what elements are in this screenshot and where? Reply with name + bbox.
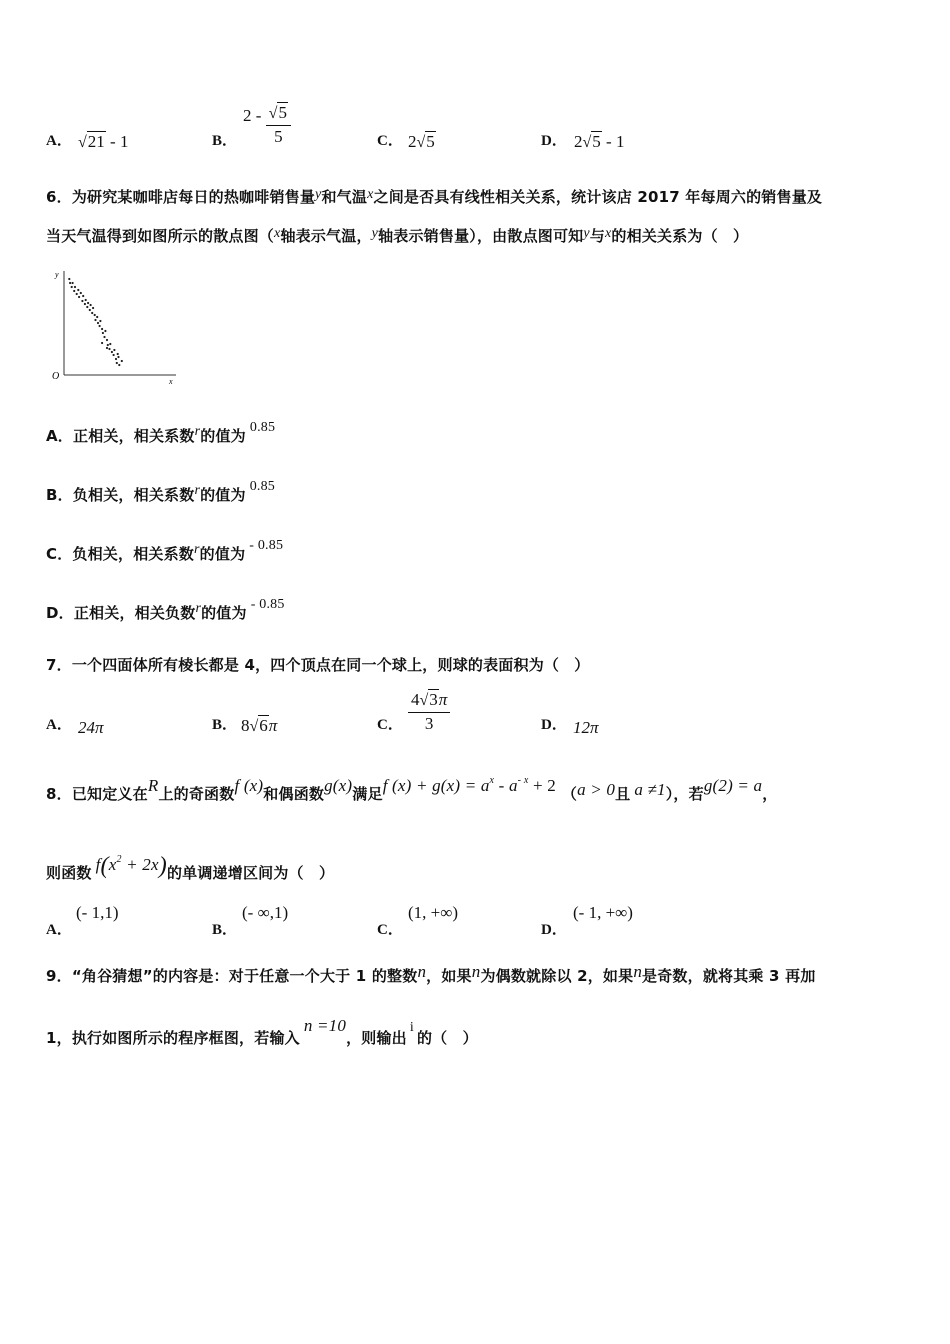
q5-option-a-value: √21 - 1: [78, 132, 129, 151]
q7-stem: 7．一个四面体所有棱长都是 4，四个顶点在同一个球上，则球的表面积为（ ）: [46, 656, 590, 674]
scatter-point: [96, 316, 98, 318]
scatter-point: [104, 330, 106, 332]
q8-option-a-value: (- 1,1): [76, 903, 119, 922]
q5-option-b-label: B．: [212, 133, 238, 149]
q8-option-c-label: C．: [377, 922, 403, 938]
origin-label: O: [52, 371, 60, 382]
scatter-point: [85, 299, 87, 301]
scatter-point: [87, 302, 89, 304]
scatter-point: [91, 312, 93, 314]
scatter-point: [109, 343, 111, 345]
q8-option-c-value: (1, +∞): [408, 903, 459, 922]
scatter-point: [99, 325, 101, 327]
scatter-point: [113, 354, 115, 356]
q5-option-b-value: 2 - $\frac{√5}{5}$: [243, 102, 291, 148]
q5-option-d-value: 2√5 - 1: [574, 132, 625, 151]
q5-option-c-label: C．: [377, 133, 403, 149]
scatter-point: [74, 286, 76, 288]
scatter-point: [86, 306, 88, 308]
scatter-point: [108, 348, 110, 350]
y-axis-label: y: [55, 270, 59, 279]
q8-option-b-label: B．: [212, 922, 238, 938]
scatter-point: [117, 353, 119, 355]
scatter-point: [76, 293, 78, 295]
q5-option-c-value: 2√5: [408, 132, 435, 151]
q7-option-a-label: A．: [46, 717, 72, 733]
scatter-points: [68, 278, 123, 366]
scatter-point: [121, 360, 123, 362]
scatter-point: [78, 296, 80, 298]
scatter-point: [73, 290, 75, 292]
scatter-point: [101, 342, 103, 344]
scatter-point: [115, 358, 117, 360]
scatter-point: [89, 309, 91, 311]
scatter-point: [106, 347, 108, 349]
scatter-point: [102, 332, 104, 334]
scatter-point: [80, 292, 82, 294]
scatter-plot: [48, 265, 183, 387]
scatter-point: [94, 319, 96, 321]
scatter-point: [107, 344, 109, 346]
q8-option-b-value: (- ∞,1): [242, 903, 289, 922]
q7-option-b-label: B．: [212, 717, 238, 733]
scatter-point: [106, 339, 108, 341]
q5-option-a-label: A．: [46, 133, 72, 149]
scatter-point: [97, 322, 99, 324]
scatter-point: [77, 289, 79, 291]
scatter-point: [84, 303, 86, 305]
q9-stem-line1: 9．“角谷猜想”的内容是：对于任意一个大于 1 的整数n，如果n为偶数就除以 2，如果n是奇数，就将其乘 3 再加: [46, 962, 816, 985]
scatter-point: [113, 349, 115, 351]
scatter-point: [111, 351, 113, 353]
q5-option-d-label: D．: [541, 133, 567, 149]
scatter-point: [92, 307, 94, 309]
x-axis-label: x: [169, 377, 173, 386]
scatter-point: [99, 320, 101, 322]
q8-option-d-label: D．: [541, 922, 567, 938]
q6-stem-line1: 6．为研究某咖啡店每日的热咖啡销售量y和气温x之间是否具有线性相关关系，统计该店 2017 年每周六的销售量及: [46, 187, 823, 206]
q6-option-a: A．正相关，相关系数r的值为 0.85: [46, 420, 276, 445]
q7-option-d-label: D．: [541, 717, 567, 733]
q8-option-a-label: A．: [46, 922, 72, 938]
q6-option-d: D．正相关，相关负数r的值为 - 0.85: [46, 597, 285, 622]
scatter-point: [116, 362, 118, 364]
scatter-point: [103, 336, 105, 338]
q8-stem-line1: 8．已知定义在R上的奇函数f (x)和偶函数g(x)满足f $(x) + g(x) = a^x - a^{- x} + 2$ （a > 0且 a ≠1），若g(2) = a，: [46, 775, 778, 803]
scatter-point: [69, 282, 71, 284]
q7-option-b-value: 8√6π: [241, 716, 278, 735]
q7-option-c-value: $\frac{4√3\pi}{3}$: [408, 689, 450, 735]
q6-stem-line2: 当天气温得到如图所示的散点图（x轴表示气温，y轴表示销售量），由散点图可知y与x的相关关系为（ ）: [46, 226, 749, 245]
q7-option-c-label: C．: [377, 717, 403, 733]
scatter-point: [68, 278, 70, 280]
q8-option-d-value: (- 1, +∞): [573, 903, 633, 922]
q7-option-a-value: 24π: [78, 718, 104, 737]
scatter-point: [72, 282, 74, 284]
q6-option-b: B．负相关，相关系数r的值为 0.85: [46, 479, 276, 504]
scatter-point: [117, 356, 119, 358]
scatter-point: [71, 286, 73, 288]
scatter-point: [101, 328, 103, 330]
q9-stem-line2: 1，执行如图所示的程序框图，若输入n =10，则输出i的（ ）: [46, 1016, 478, 1047]
scatter-point: [94, 314, 96, 316]
scatter-point: [118, 364, 120, 366]
q7-option-d-value: 12π: [573, 718, 599, 737]
scatter-point: [82, 295, 84, 297]
scatter-point: [90, 304, 92, 306]
scatter-point: [81, 300, 83, 302]
q6-option-c: C．负相关，相关系数r的值为 - 0.85: [46, 538, 284, 563]
q8-stem-line2: 则函数 $f(x^2 + 2x)$的单调递增区间为（ ）: [46, 853, 335, 882]
